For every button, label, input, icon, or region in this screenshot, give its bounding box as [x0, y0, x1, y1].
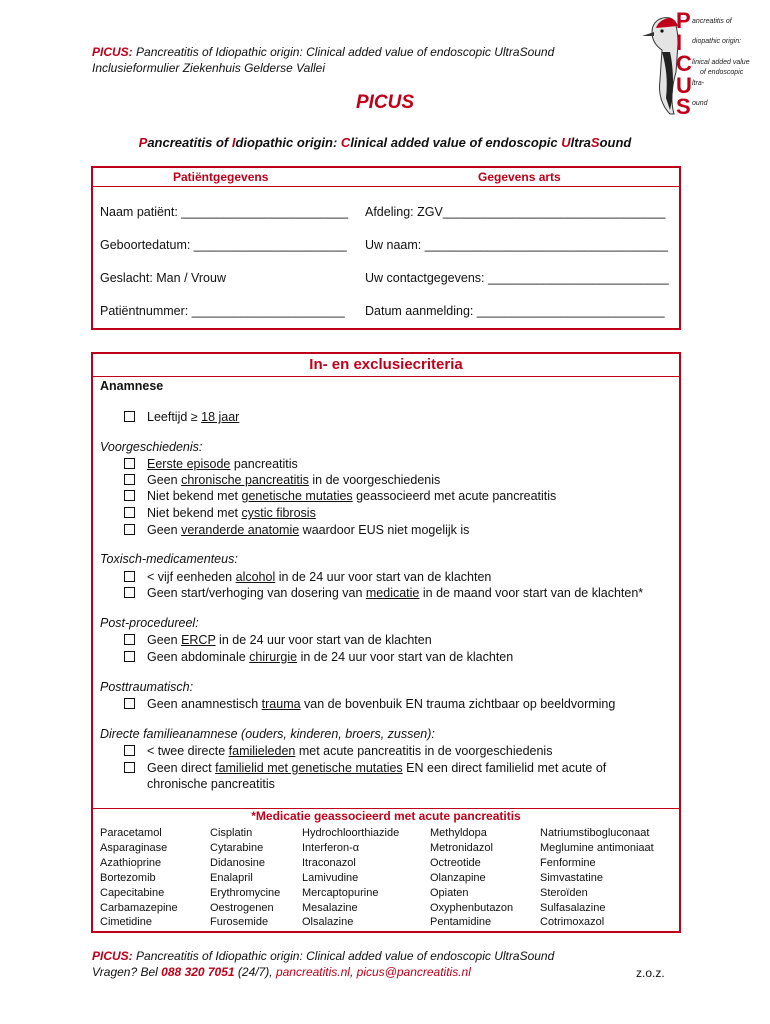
criterion-text: Niet bekend met: [147, 489, 242, 503]
medication-item: Octreotide: [430, 856, 481, 869]
logo-line: ound: [692, 100, 708, 108]
footer-study-title: Pancreatitis of Idiopathic origin: Clinical added value of endoscopic UltraSound: [136, 949, 555, 963]
criterion-text: met acute pancreatitis in de voorgeschiedenis: [295, 744, 553, 758]
medication-item: Simvastatine: [540, 871, 603, 884]
medication-item: Natriumstibogluconaat: [540, 827, 650, 839]
medication-item: Furosemide: [210, 916, 269, 929]
medication-item: Cotrimoxazol: [540, 916, 605, 929]
header-brand: PICUS:: [92, 45, 133, 59]
criterion-trauma: [124, 696, 615, 712]
criterion-text: van de bovenbuik EN trauma zichtbaar op beeldvorming: [300, 697, 616, 711]
criterion-family-genetic-cont: chronische pancreatitis: [147, 777, 275, 791]
header-form-name: Inclusieformulier Ziekenhuis Gelderse Vallei: [92, 61, 325, 75]
medication-item: Sulfasalazine: [540, 901, 606, 914]
section-post-procedural: Post-procedureel:: [100, 616, 199, 630]
criterion-text: Geen start/verhoging van dosering van: [147, 586, 366, 600]
criteria-box: [91, 352, 681, 933]
document-header: [92, 44, 554, 76]
header-study-title: Pancreatitis of Idiopathic origin: Clinical added value of endoscopic UltraSound: [136, 45, 555, 59]
medication-column-2: [210, 826, 280, 930]
checkbox[interactable]: [124, 587, 135, 598]
patient-number-field[interactable]: Patiëntnummer: ______________________: [100, 304, 345, 318]
criterion-key-term: veranderde anatomie: [181, 523, 300, 537]
contact-details-field[interactable]: Uw contactgegevens: __________________________: [365, 271, 669, 285]
department-field[interactable]: Afdeling: ZGV________________________________: [365, 205, 666, 219]
criterion-text: in de 24 uur voor start van de klachten: [297, 650, 514, 664]
medication-item: Olanzapine: [430, 871, 486, 884]
criterion-text: pancreatitis: [230, 457, 298, 471]
patient-box-headings: [93, 168, 679, 187]
footer-phone-link[interactable]: 088 320 7051: [161, 965, 235, 979]
criterion-family-members: [124, 743, 552, 759]
checkbox[interactable]: [124, 458, 135, 469]
logo-letter-p: P: [676, 8, 691, 33]
document-footer: [92, 948, 554, 980]
checkbox[interactable]: [124, 507, 135, 518]
criteria-heading: In- en exclusiecriteria: [93, 354, 679, 377]
criterion-genetic: [124, 488, 556, 504]
subtitle-part: I: [231, 135, 236, 150]
subtitle-part: C: [340, 135, 351, 150]
page-title: PICUS: [355, 92, 415, 113]
criterion-text: < vijf eenheden: [147, 570, 236, 584]
footer-email-link[interactable]: picus@pancreatitis.nl: [356, 965, 471, 979]
checkbox[interactable]: [124, 745, 135, 756]
medication-item: Oxyphenbutazon: [430, 901, 514, 914]
criterion-anatomy: [124, 522, 469, 538]
criterion-key-term: trauma: [261, 697, 301, 711]
medication-item: Interferon-α: [302, 841, 360, 854]
criterion-key-term: medicatie: [365, 586, 420, 600]
medication-item: Asparaginase: [100, 841, 168, 854]
criterion-text: Geen: [147, 633, 182, 647]
section-history: Voorgeschiedenis:: [100, 440, 203, 454]
medication-item: Olsalazine: [302, 916, 354, 929]
criterion-key-term: ERCP: [181, 633, 216, 647]
criterion-text: Leeftijd ≥: [147, 410, 202, 424]
checkbox[interactable]: [124, 490, 135, 501]
medication-column-5: [540, 826, 654, 930]
anamnese-label: Anamnese: [100, 379, 164, 393]
criterion-family-genetic: [124, 760, 606, 776]
checkbox[interactable]: [124, 634, 135, 645]
checkbox[interactable]: [124, 474, 135, 485]
logo-line: ltra-: [692, 79, 705, 87]
criterion-text: Niet bekend met: [147, 506, 242, 520]
criterion-text: geassocieerd met acute pancreatitis: [352, 489, 557, 503]
criterion-text: in de voorgeschiedenis: [308, 473, 441, 487]
medication-item: Fenformine: [540, 856, 596, 869]
criterion-text: Geen: [147, 523, 182, 537]
registration-date-field[interactable]: Datum aanmelding: ___________________________: [365, 304, 665, 318]
medication-item: Cimetidine: [100, 916, 152, 929]
criterion-text: Geen: [147, 473, 182, 487]
subtitle-part: diopathic origin:: [235, 135, 341, 150]
medication-column-3: [302, 826, 399, 930]
page-subtitle: [0, 135, 770, 150]
medication-item: Steroïden: [540, 886, 588, 899]
criterion-key-term: genetische mutaties: [241, 489, 353, 503]
criterion-key-term: cystic fibrosis: [241, 506, 316, 520]
criterion-first-episode: [124, 456, 298, 472]
subtitle-part: P: [138, 135, 148, 150]
logo-line: ancreatitis of: [692, 18, 732, 25]
medication-item: Cisplatin: [210, 827, 253, 839]
subtitle-part: ltra: [570, 135, 591, 150]
criterion-key-term: chirurgie: [249, 650, 298, 664]
medication-item: Didanosine: [210, 856, 266, 869]
criterion-age: [124, 409, 239, 425]
medication-item: Cytarabine: [210, 841, 264, 854]
criterion-alcohol: [124, 569, 491, 585]
medication-item: Enalapril: [210, 871, 253, 884]
patient-details-box: [91, 166, 681, 330]
medication-item: Paracetamol: [100, 827, 162, 839]
logo-line: linical added value: [692, 58, 750, 66]
medication-column-4: [430, 826, 513, 930]
medication-item: Methyldopa: [430, 827, 487, 839]
footer-hours: (24/7),: [234, 965, 276, 979]
section-toxic: Toxisch-medicamenteus:: [100, 552, 238, 566]
logo-line: of endoscopic: [700, 69, 744, 77]
criterion-cystic-fibrosis: [124, 505, 316, 521]
criterion-text: in de maand voor start van de klachten*: [419, 586, 644, 600]
medication-item: Bortezomib: [100, 871, 156, 884]
criterion-chronic: [124, 472, 440, 488]
criterion-text: in de 24 uur voor start van de klachten: [275, 570, 492, 584]
footer-website-link[interactable]: pancreatitis.nl: [275, 965, 350, 979]
medication-item: Itraconazol: [302, 856, 356, 869]
criterion-key-term: 18 jaar: [201, 410, 240, 424]
footer-brand: PICUS:: [92, 949, 133, 963]
medication-item: Erythromycine: [210, 886, 281, 899]
checkbox[interactable]: [124, 762, 135, 773]
logo-letter-u: U: [676, 72, 692, 98]
sex-field[interactable]: Geslacht: Man / Vrouw: [100, 271, 226, 285]
checkbox[interactable]: [124, 571, 135, 582]
medication-column-1: [100, 826, 178, 930]
criterion-text: waardoor EUS niet mogelijk is: [299, 523, 470, 537]
section-trauma: Posttraumatisch:: [100, 680, 194, 694]
criterion-medication: [124, 585, 643, 601]
criterion-text: Geen anamnestisch: [147, 697, 262, 711]
medication-item: Hydrochloorthiazide: [302, 827, 400, 839]
checkbox[interactable]: [124, 411, 135, 422]
criterion-text: < twee directe: [147, 744, 229, 758]
footer-questions-label: Vragen? Bel: [92, 965, 162, 979]
criterion-ercp: [124, 632, 432, 648]
doctor-heading: Gegevens arts: [478, 170, 561, 184]
doctor-name-field[interactable]: Uw naam: ___________________________________: [365, 238, 669, 252]
page-turn-note: z.o.z.: [636, 966, 665, 980]
medication-item: Capecitabine: [100, 886, 165, 899]
subtitle-part: ancreatitis of: [147, 135, 232, 150]
patient-heading: Patiëntgegevens: [173, 170, 269, 184]
checkbox[interactable]: [124, 698, 135, 709]
subtitle-part: S: [590, 135, 600, 150]
medication-item: Carbamazepine: [100, 901, 178, 914]
medication-item: Metronidazol: [430, 841, 493, 854]
medication-item: Mercaptopurine: [302, 886, 379, 899]
medication-item: Azathioprine: [100, 856, 162, 869]
birthdate-field[interactable]: Geboortedatum: ______________________: [100, 238, 347, 252]
subtitle-part: U: [561, 135, 571, 150]
criterion-text: EN een direct familielid met acute of: [402, 761, 607, 775]
subtitle-part: ound: [599, 135, 632, 150]
medication-item: Oestrogenen: [210, 901, 274, 914]
checkbox[interactable]: [124, 524, 135, 535]
criterion-key-term: familielid met genetische mutaties: [215, 761, 403, 775]
medication-item: Pentamidine: [430, 916, 492, 929]
footer-separator: ,: [349, 965, 357, 979]
criterion-text: Geen direct: [147, 761, 216, 775]
checkbox[interactable]: [124, 651, 135, 662]
section-family: Directe familieanamnese (ouders, kinderen, broers, zussen):: [100, 727, 435, 741]
criterion-key-term: Eerste episode: [147, 457, 231, 471]
criterion-surgery: [124, 649, 513, 665]
logo-letter-s: S: [676, 94, 691, 119]
subtitle-part: linical added value of endoscopic: [350, 135, 562, 150]
medication-heading: *Medicatie geassocieerd met acute pancreatitis: [93, 808, 679, 824]
criterion-key-term: alcohol: [235, 570, 276, 584]
criterion-key-term: familieleden: [228, 744, 296, 758]
criterion-text: Geen abdominale: [147, 650, 250, 664]
criterion-text: in de 24 uur voor start van de klachten: [215, 633, 432, 647]
logo-line: diopathic origin:: [692, 38, 742, 46]
medication-item: Mesalazine: [302, 901, 358, 914]
medication-item: Opiaten: [430, 886, 469, 899]
logo-letter-c: C: [676, 51, 692, 76]
medication-item: Lamivudine: [302, 871, 359, 884]
criterion-key-term: chronische pancreatitis: [181, 473, 309, 487]
patient-name-field[interactable]: Naam patiënt: ________________________: [100, 205, 349, 219]
logo-letter-i: I: [676, 29, 683, 55]
medication-item: Meglumine antimoniaat: [540, 841, 654, 854]
